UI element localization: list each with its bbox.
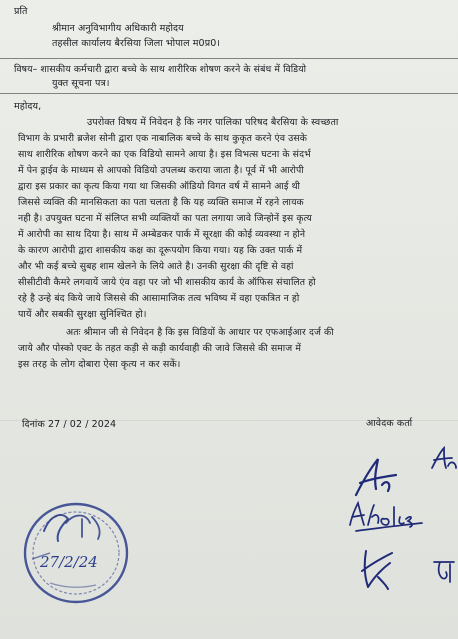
request-line: अतः श्रीमान जी से निवेदन है कि इस विडियों के आधार पर एफआईआर दर्ज की <box>66 327 334 338</box>
body-line: सीसीटीवी कैमरे लगवायें जाये एंव वहा पर जो भी शासकीय कार्य के ऑफिस संचालित हो <box>18 277 316 288</box>
date-value: 27 / 02 / 2024 <box>47 419 117 430</box>
date-row <box>22 419 116 431</box>
body-line: साथ शारीरिक शोषण करने का एक विडियो सामने आया है। इस विभत्स घटना के संदर्भ <box>18 149 311 160</box>
signature-2 <box>430 446 458 472</box>
signature-3 <box>346 495 426 535</box>
recipient-line-2: तहसील कार्यालय बैरसिया जिला भोपाल म0प्र0। <box>52 38 221 49</box>
office-seal <box>22 501 130 605</box>
signature-4 <box>358 547 396 591</box>
request-line: इस तरह के लोग दोबारा ऐसा कृत्य न कर सकें। <box>18 359 181 370</box>
body-line: में पेन ड्राईव के माध्यम से आपको विडियो उपलब्ध कराया जाता है। पूर्व में भी आरोपी <box>18 165 304 176</box>
body-line: द्वारा इस प्रकार का कृत्य किया गया था जिसकी ऑडियो विगत वर्ष में सामने आई थी <box>18 181 301 192</box>
subject-top-rule <box>0 58 458 59</box>
subject-bottom-rule <box>0 93 458 94</box>
request-line: जाये और पोस्को एक्ट के तहत कड़ी से कड़ी कार्यवाही की जावे जिससे की समाज में <box>18 343 302 354</box>
body-line: और भी कई बच्चे सुबह शाम खेलने के लिये आते है। उनकी सुरक्षा की दृष्टि से वहां <box>18 261 294 272</box>
subject-line-2: युक्त सूचना पत्र। <box>52 78 110 89</box>
seal-handwritten-date: 27/2/24 <box>40 553 98 571</box>
body-line: जिससे व्यक्ति की मानसिकता का पता चलता है कि यह व्यक्ति समाज में रहने लायक <box>18 197 304 208</box>
signature-1 <box>352 455 400 500</box>
date-label: दिनांक <box>22 419 45 430</box>
body-line: रहे है उन्हे बंद किये जाये जिससे की आसामाजिक तत्व भविष्य में वहा एकत्रित न हो <box>18 293 300 304</box>
body-line: के कारण आरोपी द्वारा शासकीय कक्ष का दूरूपयोग किया गया। यह कि उक्त पार्क में <box>18 245 303 256</box>
body-line: नही है। उपयुक्त घटना में संलिप्त सभी व्यक्तियों का पता लगाया जावे जिन्होनें इस कृत्य <box>18 213 312 224</box>
signature-5 <box>432 556 458 584</box>
salutation: महोदय, <box>14 101 42 112</box>
body-line: उपरोक्त विषय में निवेदन है कि नगर पालिका परिषद बैरसिया के स्वच्छता <box>87 117 339 128</box>
body-line: पायें और सबकी सुरक्षा सुनिश्चित हो। <box>18 309 147 320</box>
to-label: प्रति <box>14 6 28 17</box>
body-line: में आरोपी का साथ दिया है। साथ में अम्बेडकर पार्क में सूरक्षा की कोई व्यवस्था न होने <box>18 229 306 240</box>
recipient-line-1: श्रीमान अनुविभागीय अधिकारी महोदय <box>52 23 184 34</box>
body-line: विभाग के प्रभारी ब्रजेश सोनी द्वारा एक नाबालिक बच्चे के साथ कुकृत करने एंव उसके <box>18 133 307 144</box>
subject-line-1: विषय– शासकीय कर्मचारी द्वारा बच्चे के साथ शारीरिक शोषण करने के संबंध में विडियो <box>14 64 307 75</box>
applicant-label: आवेदक कर्ता <box>366 418 413 429</box>
